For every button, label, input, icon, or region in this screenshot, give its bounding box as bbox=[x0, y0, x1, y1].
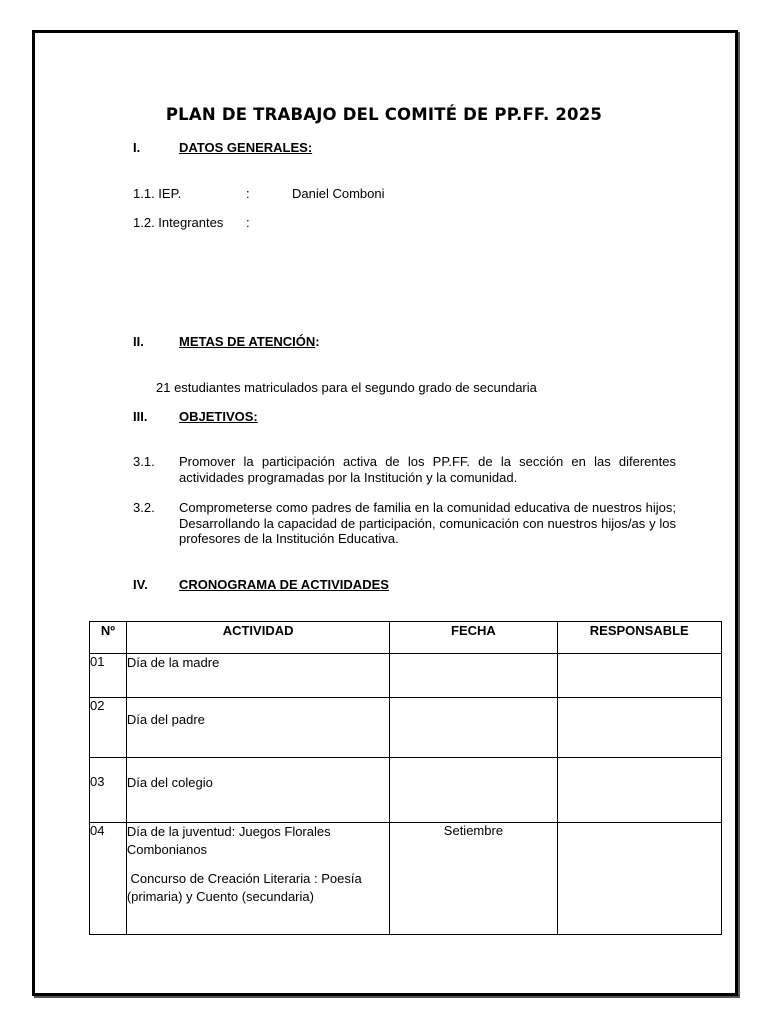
objetivo-number: 3.1. bbox=[133, 454, 155, 469]
objetivo-text: Promover la participación activa de los PP.FF. de la sección en las diferentes actividades programadas por la Institución y la comunidad. bbox=[179, 454, 676, 485]
table-row bbox=[90, 698, 722, 758]
section-heading-cronograma: CRONOGRAMA DE ACTIVIDADES bbox=[179, 577, 389, 592]
row-fecha bbox=[390, 654, 557, 698]
row-responsable bbox=[557, 698, 722, 758]
cronograma-table bbox=[89, 621, 722, 935]
row-actividad-cell bbox=[126, 823, 390, 935]
document-title: PLAN DE TRABAJO DEL COMITÉ DE PP.FF. 2025 bbox=[165, 105, 603, 124]
row-number: 02 bbox=[90, 698, 127, 758]
section-heading-metas-wrapper bbox=[179, 334, 320, 349]
row-fecha: Setiembre bbox=[390, 823, 557, 935]
iep-separator: : bbox=[246, 186, 250, 201]
section-heading-objetivos: OBJETIVOS: bbox=[179, 409, 258, 424]
metas-text: 21 estudiantes matriculados para el segundo grado de secundaria bbox=[156, 380, 537, 395]
iep-label: 1.1. IEP. bbox=[133, 186, 182, 201]
section-heading-metas: METAS DE ATENCIÓN bbox=[179, 334, 316, 349]
column-header-actividad: ACTIVIDAD bbox=[126, 622, 390, 654]
row-responsable bbox=[557, 823, 722, 935]
table-row bbox=[90, 654, 722, 698]
section-number-3: III. bbox=[133, 409, 148, 424]
integrantes-label: 1.2. Integrantes bbox=[133, 215, 224, 230]
section-number-4: IV. bbox=[133, 577, 148, 592]
row-number: 03 bbox=[90, 758, 127, 823]
table-header-row bbox=[90, 622, 722, 654]
row-responsable bbox=[557, 654, 722, 698]
row-fecha bbox=[390, 758, 557, 823]
row-responsable bbox=[557, 758, 722, 823]
row-actividad: Día del padre bbox=[126, 698, 390, 758]
column-header-fecha: FECHA bbox=[390, 622, 557, 654]
table-row bbox=[90, 758, 722, 823]
column-header-responsable: RESPONSABLE bbox=[557, 622, 722, 654]
objetivo-number: 3.2. bbox=[133, 500, 155, 515]
row-actividad: Día de la madre bbox=[126, 654, 390, 698]
integrantes-separator: : bbox=[246, 215, 250, 230]
column-header-numero: Nº bbox=[90, 622, 127, 654]
row-actividad-extra: Concurso de Creación Literaria : Poesía (primaria) y Cuento (secundaria) bbox=[126, 871, 366, 904]
table-row bbox=[90, 823, 722, 935]
objetivo-text: Comprometerse como padres de familia en la comunidad educativa de nuestros hijos; Desarrollando la capacidad de participación, comunicación con nuestros hijos/as y los profesores de la Institución Educativa. bbox=[179, 500, 676, 546]
section-heading-metas-colon: : bbox=[315, 334, 320, 349]
section-heading-datos-generales: DATOS GENERALES: bbox=[179, 140, 313, 155]
section-number-1: I. bbox=[133, 140, 141, 155]
iep-value: Daniel Comboni bbox=[292, 186, 385, 201]
row-actividad: Día de la juventud: Juegos Florales Combonianos bbox=[126, 824, 331, 857]
row-number: 04 bbox=[90, 823, 127, 935]
section-number-2: II. bbox=[133, 334, 144, 349]
row-fecha bbox=[390, 698, 557, 758]
row-actividad: Día del colegio bbox=[126, 758, 390, 823]
row-number: 01 bbox=[90, 654, 127, 698]
